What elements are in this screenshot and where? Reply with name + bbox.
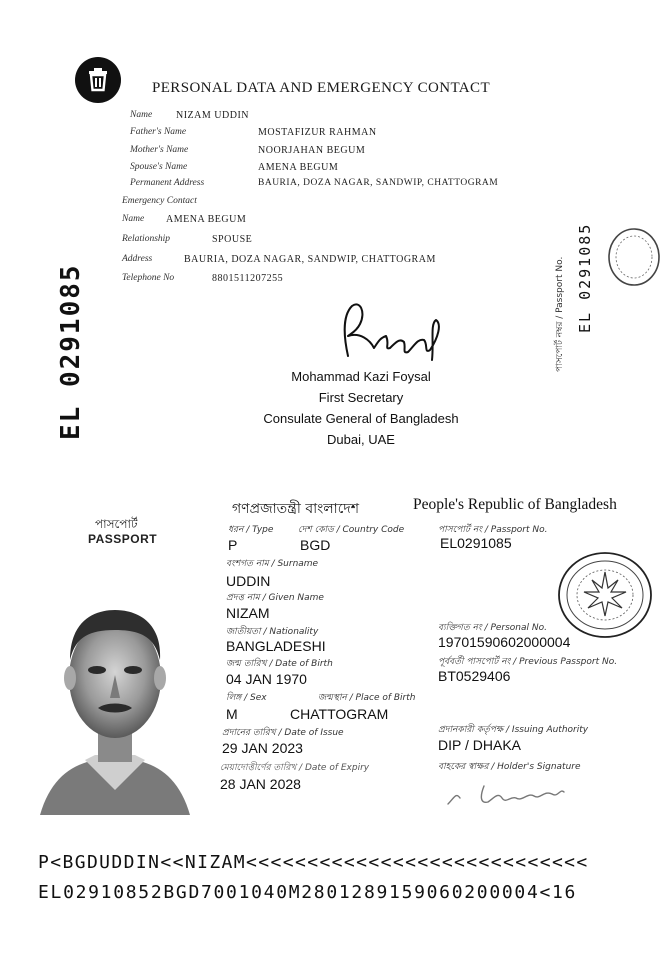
ec-name-label: Name (122, 214, 145, 224)
passport-heading-en: PASSPORT (88, 532, 158, 546)
signatory-city: Dubai, UAE (327, 432, 395, 447)
dob-value: 04 JAN 1970 (226, 671, 307, 687)
holder-signature (444, 778, 574, 812)
passport-heading-bn: পাসপোর্ট (95, 517, 138, 531)
spouses-name-label: Spouse's Name (130, 162, 188, 172)
name-value: NIZAM UDDIN (176, 110, 249, 121)
country-code-label: দেশ কোড / Country Code (298, 525, 405, 535)
fathers-name-value: MOSTAFIZUR RAHMAN (258, 127, 377, 138)
mrz-line-1: P<BGDUDDIN<<NIZAM<<<<<<<<<<<<<<<<<<<<<<<<<<<< (38, 852, 589, 873)
permanent-address-value: BAURIA, DOZA NAGAR, SANDWIP, CHATTOGRAM (258, 178, 499, 188)
official-seal (556, 550, 654, 640)
date-of-issue-label: প্রদানের তারিখ / Date of Issue (222, 728, 344, 738)
fathers-name-label: Father's Name (130, 127, 187, 137)
ec-relationship-value: SPOUSE (212, 234, 253, 245)
nationality-label: জাতীয়তা / Nationality (226, 627, 319, 637)
passport-no-value: EL0291085 (440, 535, 512, 551)
page-title: PERSONAL DATA AND EMERGENCY CONTACT (152, 80, 491, 96)
perforated-passport-number: EL 0291085 (56, 263, 86, 440)
emergency-contact-label: Emergency Contact (122, 196, 197, 206)
spouses-name-value: AMENA BEGUM (258, 162, 339, 173)
mothers-name-value: NOORJAHAN BEGUM (258, 145, 366, 156)
delete-button[interactable] (75, 57, 121, 103)
holder-photo (40, 590, 190, 815)
surname-label: বংশগত নাম / Surname (226, 559, 319, 569)
date-of-issue-value: 29 JAN 2023 (222, 740, 303, 756)
personal-no-value: 19701590602000004 (438, 634, 571, 650)
type-label: ধরন / Type (228, 525, 274, 535)
country-code-value: BGD (300, 537, 331, 553)
dob-label: জন্ম তারিখ / Date of Birth (226, 659, 333, 669)
place-of-birth-label: জন্মস্থান / Place of Birth (318, 693, 416, 703)
name-label: Name (130, 110, 153, 120)
signatory-name: Mohammad Kazi Foysal (291, 369, 431, 384)
mrz-line-2: EL02910852BGD7001040M2801289159060200004<16 (38, 882, 578, 903)
trash-icon (75, 57, 121, 103)
consular-signature (330, 298, 460, 370)
permanent-address-label: Permanent Address (130, 178, 205, 188)
mothers-name-label: Mother's Name (130, 145, 189, 155)
prev-passport-label: পূর্ববর্তী পাসপোর্ট নং / Previous Passport No. (438, 657, 618, 667)
ec-address-label: Address (122, 254, 153, 264)
personal-no-label: ব্যক্তিগত নং / Personal No. (438, 623, 547, 633)
nationality-value: BANGLADESHI (226, 638, 326, 654)
place-of-birth-value: CHATTOGRAM (290, 706, 389, 722)
ec-name-value: AMENA BEGUM (166, 214, 247, 225)
given-name-label: প্রদত্ত নাম / Given Name (226, 593, 324, 603)
signatory-office: Consulate General of Bangladesh (263, 411, 459, 426)
signatory-block (236, 366, 486, 450)
upper-page (0, 0, 672, 470)
official-stamp-upper (606, 226, 662, 288)
side-passport-label: পাসপোর্ট নম্বর / Passport No. (555, 256, 565, 372)
holder-signature-label: বাহকের স্বাক্ষর / Holder's Signature (438, 762, 581, 772)
surname-value: UDDIN (226, 573, 271, 589)
country-name-en: People's Republic of Bangladesh (413, 496, 617, 513)
type-value: P (228, 537, 238, 553)
sex-label: লিঙ্গ / Sex (226, 693, 267, 703)
issuing-authority-value: DIP / DHAKA (438, 737, 521, 753)
signatory-title: First Secretary (318, 390, 404, 405)
ec-address-value: BAURIA, DOZA NAGAR, SANDWIP, CHATTOGRAM (184, 254, 436, 265)
passport-no-label: পাসপোর্ট নং / Passport No. (438, 525, 548, 535)
country-name-bn: গণপ্রজাতন্ত্রী বাংলাদেশ (232, 501, 359, 517)
data-page (0, 480, 672, 966)
ec-telephone-label: Telephone No (122, 273, 175, 283)
date-of-expiry-label: মেয়াদোত্তীর্ণের তারিখ / Date of Expiry (220, 763, 370, 773)
prev-passport-value: BT0529406 (438, 668, 511, 684)
date-of-expiry-value: 28 JAN 2028 (220, 776, 301, 792)
given-name-value: NIZAM (226, 605, 270, 621)
ec-telephone-value: 8801511207255 (212, 273, 284, 284)
sex-value: M (226, 706, 238, 722)
ec-relationship-label: Relationship (122, 234, 171, 244)
side-passport-number: EL 0291085 (576, 222, 594, 333)
issuing-authority-label: প্রদানকারী কর্তৃপক্ষ / Issuing Authority (438, 725, 589, 735)
